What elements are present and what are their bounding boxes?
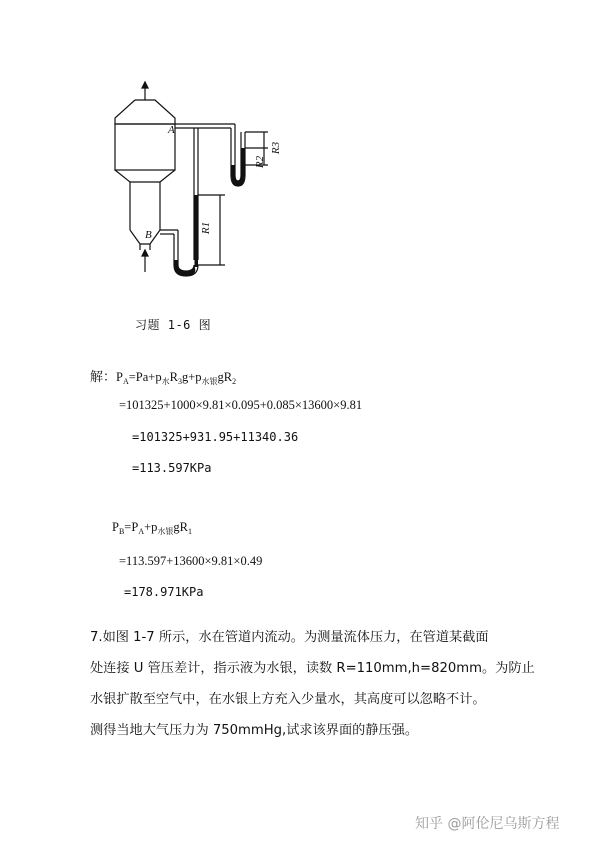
solution-line-6: =113.597+13600×9.81×0.49 [119, 554, 263, 568]
watermark: 知乎 @阿伦尼乌斯方程 [415, 816, 560, 832]
manometer-diagram [90, 80, 290, 280]
figure-caption: 习题 1-6 图 [135, 318, 212, 332]
label-r3: R3 [270, 141, 283, 155]
problem-line: 测得当地大气压力为 750mmHg,试求该界面的静压强。 [90, 723, 419, 738]
problem-line: 水银扩散至空气中，在水银上方充入少量水，其高度可以忽略不计。 [90, 692, 486, 707]
solution-line-7: =178.971KPa [124, 585, 204, 599]
solution-line-4: =113.597KPa [132, 461, 212, 475]
solution-line-2: =101325+1000×9.81×0.095+0.085×13600×9.81 [119, 398, 363, 412]
label-r1: R1 [200, 221, 213, 235]
solution-line-5: $P_B=P_A+p_{水银}gR_1$ [112, 520, 192, 536]
solution-line-3: =101325+931.95+11340.36 [132, 430, 299, 444]
label-a: A [168, 124, 175, 136]
label-b: B [145, 229, 152, 241]
mercury-fill [175, 148, 246, 276]
manometer-figure [90, 80, 290, 280]
label-r2: R2 [254, 155, 267, 169]
problem-7-text [90, 622, 535, 746]
solution-line-1: 解：$P_A=Pa+p_水R_3g+p_{水银}gR_2$ [90, 370, 237, 386]
problem-line: 7.如图 1-7 所示，水在管道内流动。为测量流体压力，在管道某截面 [90, 630, 489, 645]
problem-line: 处连接 U 管压差计，指示液为水银，读数 R=110mm,h=820mm。为防止 [90, 661, 535, 676]
